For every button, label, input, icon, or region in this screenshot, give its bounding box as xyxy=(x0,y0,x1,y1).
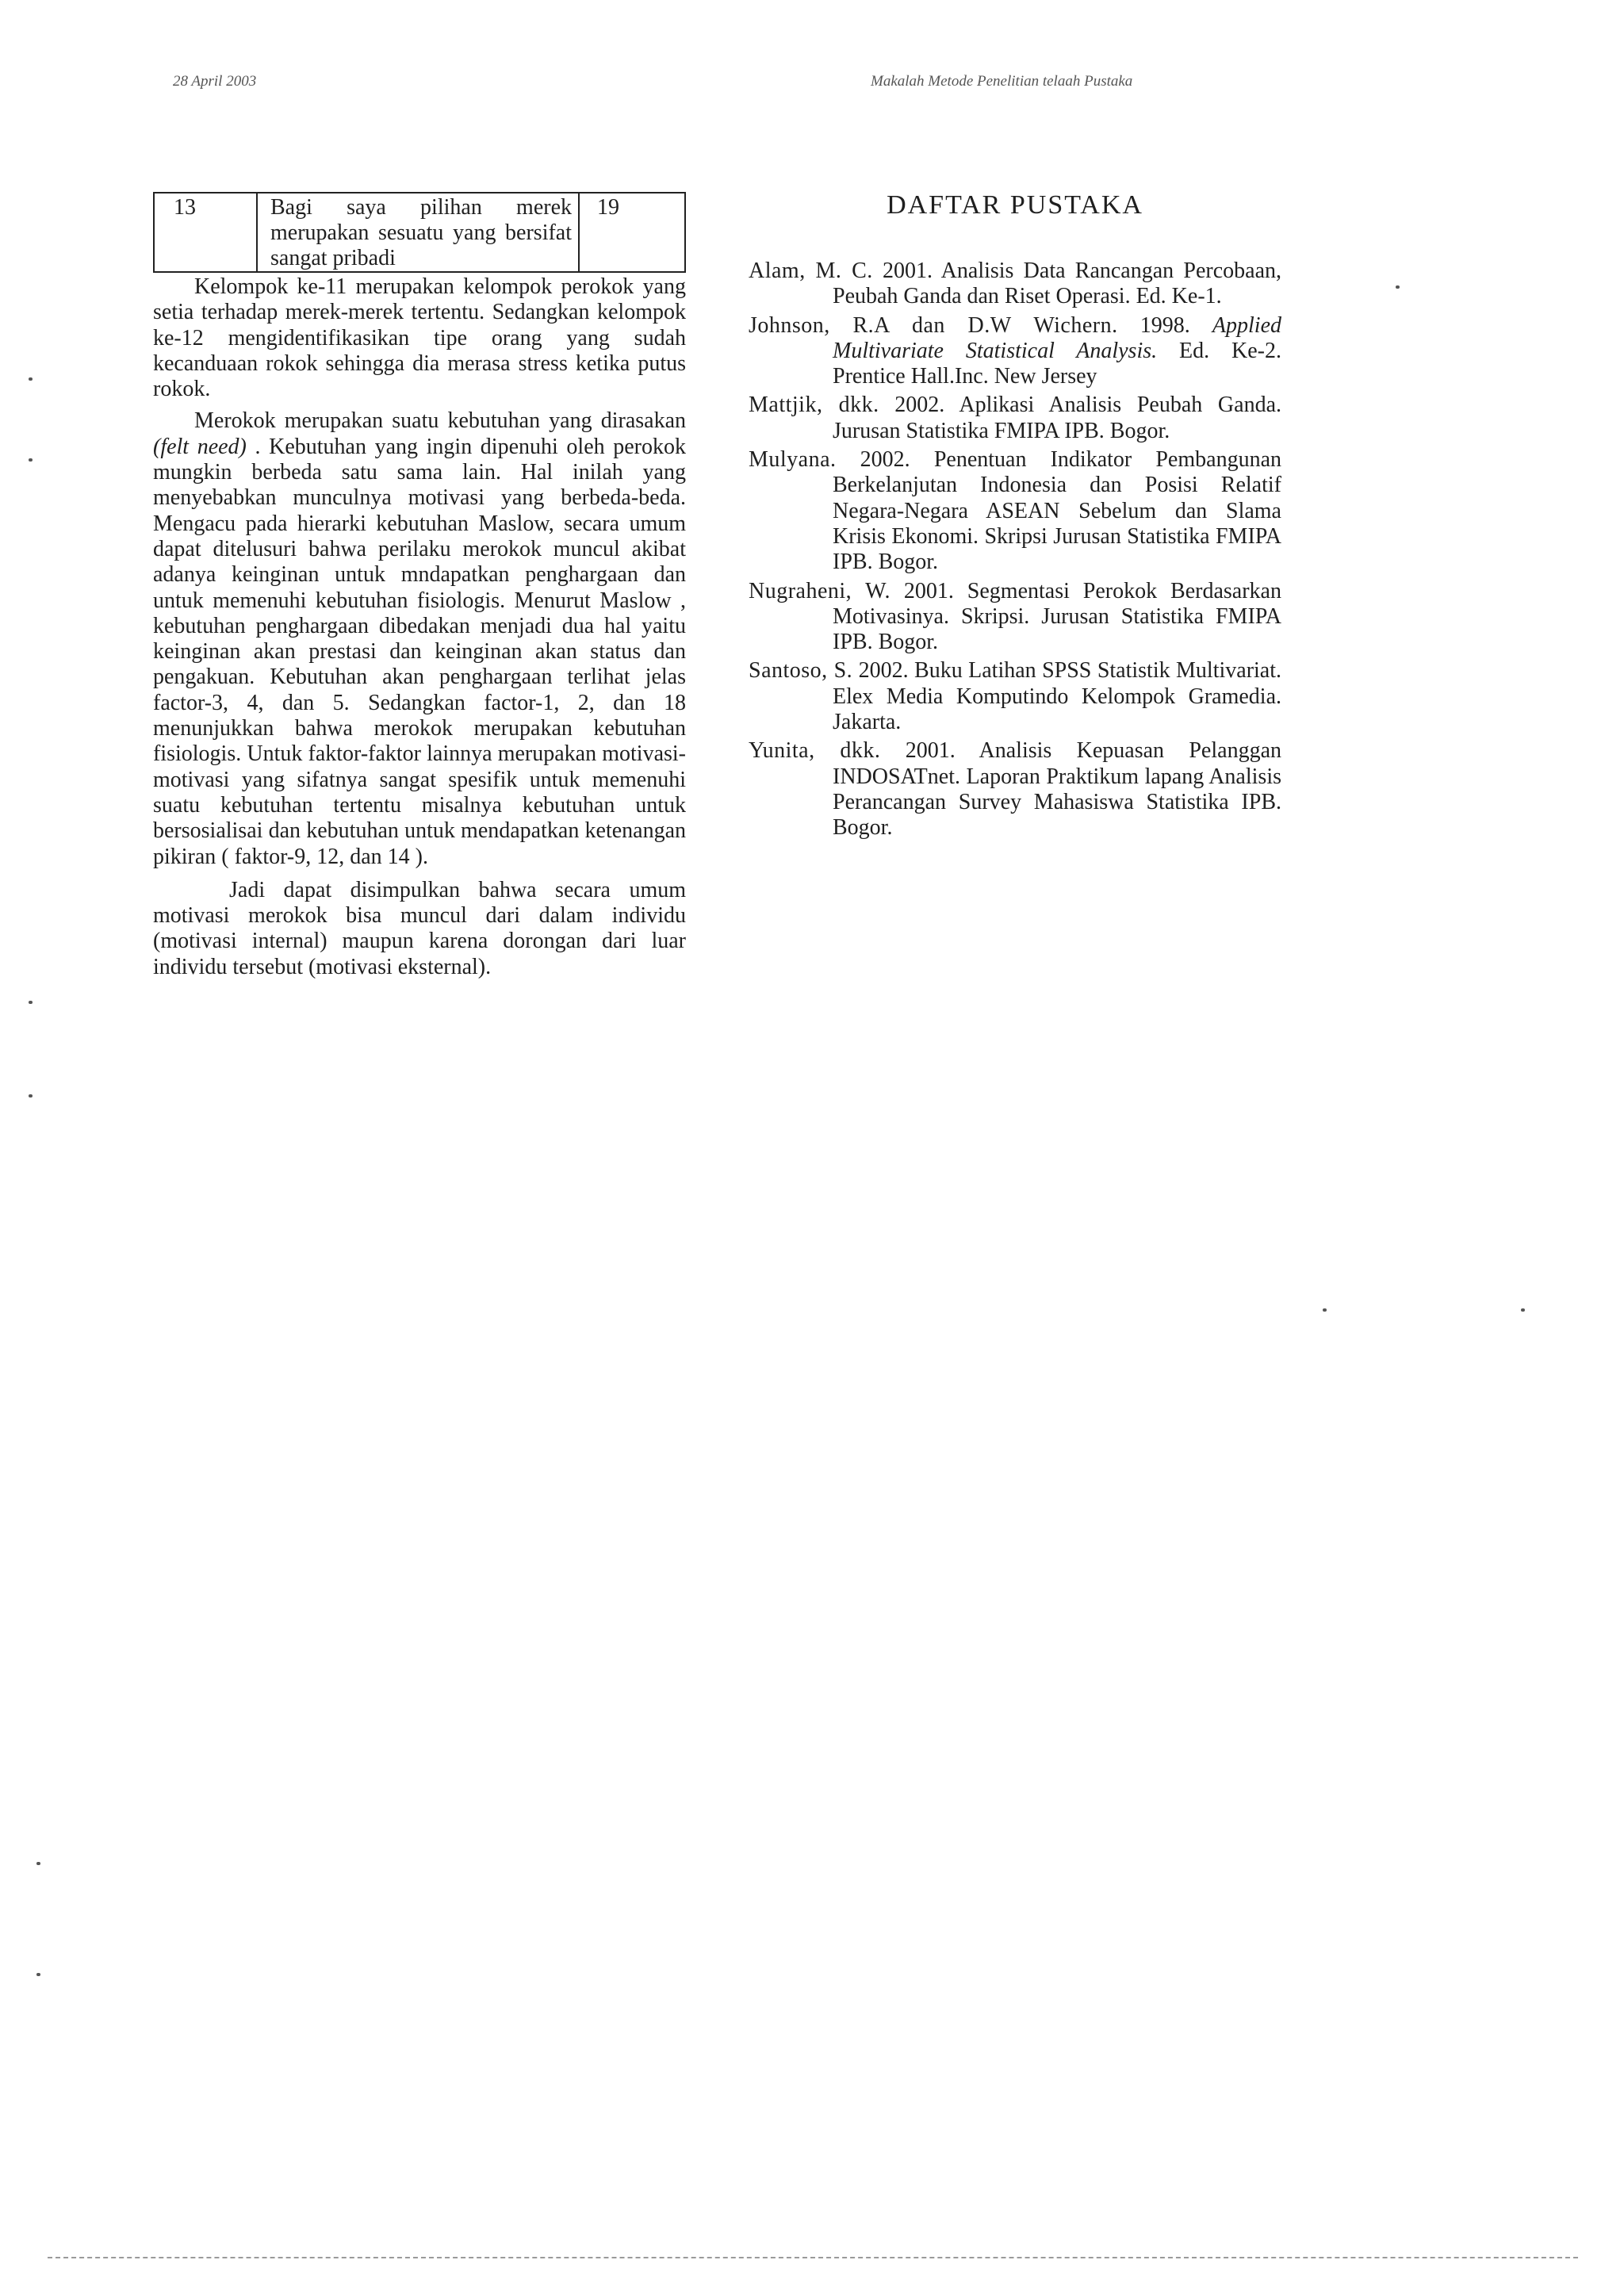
table-row xyxy=(154,193,685,272)
left-column xyxy=(153,192,686,980)
scan-speck xyxy=(29,458,33,462)
paragraph-maslow-rest: . Kebutuhan yang ingin dipenuhi oleh perokok mungkin berbeda satu sama lain. Hal inilah yang menyebabkan munculnya motivasi yang berbeda-beda. Mengacu pada hierarki kebutuhan Maslow, secara umum dapat ditelusuri bahwa perilaku merokok muncul akibat adanya keinginan untuk mndapatkan penghargaan dan untuk memenuhi kebutuhan fisiologis. Menurut Maslow , kebutuhan penghargaan dibedakan menjadi dua hal yaitu keinginan akan prestasi dan keinginan akan status dan pengakuan. Kebutuhan akan penghargaan terlihat jelas factor-3, 4, dan 5. Sedangkan factor-1, 2, dan 18 menunjukkan bahwa merokok merupakan kebutuhan fisiologis. Untuk faktor-faktor lainnya merupakan motivasi-motivasi yang sifatnya sangat spesifik untuk memenuhi suatu kebutuhan tertentu misalnya kebutuhan untuk bersosialisai dan kebutuhan untuk mendapatkan ketenangan pikiran ( faktor-9, 12, dan 14 ). xyxy=(153,434,686,869)
reference-body: 2001. Segmentasi Perokok Berdasarkan Motivasinya. Skripsi. Jurusan Statistika FMIPA IPB. Bogor. xyxy=(833,578,1281,655)
reference-author: Yunita, dkk. xyxy=(749,738,881,764)
reference-author: Mulyana. xyxy=(749,447,837,473)
reference-item xyxy=(749,658,1281,735)
paragraph-maslow xyxy=(153,408,686,869)
reference-item xyxy=(749,738,1281,841)
paragraph-group-11-12: Kelompok ke-11 merupakan kelompok perokok yang setia terhadap merek-merek tertentu. Sedangkan kelompok ke-12 mengidentifikasikan tipe orang yang sudah kecanduaan rokok sehingga dia merasa stress ketika putus rokok. xyxy=(153,274,686,402)
reference-author: Nugraheni, W. xyxy=(749,578,891,603)
scan-speck xyxy=(1396,285,1400,289)
paragraph-conclusion: Jadi dapat disimpulkan bahwa secara umum motivasi merokok bisa muncul dari dalam individu (motivasi internal) maupun karena dorongan dari luar individu tersebut (motivasi eksternal). xyxy=(153,877,686,979)
scan-speck xyxy=(29,1094,33,1097)
table-cell-value: 19 xyxy=(579,193,685,272)
reference-author: Mattjik, dkk. xyxy=(749,393,879,418)
reference-item xyxy=(749,447,1281,575)
reference-body: 2002. Aplikasi Analisis Peubah Ganda. Jurusan Statistika FMIPA IPB. Bogor. xyxy=(833,393,1281,443)
reference-author: Johnson, R.A dan D.W Wichern. xyxy=(749,312,1118,338)
bottom-border-line xyxy=(48,2257,1578,2258)
scan-speck xyxy=(1521,1308,1525,1312)
scan-speck xyxy=(36,1862,40,1865)
header-date: 28 April 2003 xyxy=(173,73,257,90)
scan-speck xyxy=(1323,1308,1327,1312)
reference-body-tail: Ed. Ke-2. Prentice Hall.Inc. New Jersey xyxy=(833,338,1281,389)
bibliography-heading: DAFTAR PUSTAKA xyxy=(887,190,1143,220)
scan-speck xyxy=(36,1973,40,1976)
reference-item xyxy=(749,259,1281,310)
reference-body: 2001. Analisis Kepuasan Pelanggan INDOSATnet. Laporan Praktikum lapang Analisis Perancangan Survey Mahasiswa Statistika IPB. Bogor. xyxy=(833,738,1281,841)
reference-item xyxy=(749,579,1281,656)
header-title: Makalah Metode Penelitian telaah Pustaka xyxy=(871,73,1133,90)
table-cell-statement: Bagi saya pilihan merek merupakan sesuatu yang bersifat sangat pribadi xyxy=(257,193,579,272)
reference-body: 2002. Buku Latihan SPSS Statistik Multivariat. Elex Media Komputindo Kelompok Gramedia. Jakarta. xyxy=(833,658,1282,735)
reference-author: Santoso, S. xyxy=(749,658,853,684)
reference-item xyxy=(749,393,1281,444)
factor-table xyxy=(153,192,686,273)
paragraph-maslow-start: Merokok merupakan suatu kebutuhan yang dirasakan xyxy=(194,408,686,434)
felt-need-term: (felt need) xyxy=(153,434,247,459)
reference-author: Alam, M. C. xyxy=(749,259,873,283)
right-column xyxy=(749,190,1281,845)
scan-speck xyxy=(29,1001,33,1004)
reference-body: 2002. Penentuan Indikator Pembangunan Berkelanjutan Indonesia dan Posisi Relatif Negara-Negara ASEAN Sebelum dan Slama Krisis Ekonomi. Skripsi Jurusan Statistika FMIPA IPB. Bogor. xyxy=(833,447,1281,575)
reference-body: 1998. xyxy=(1117,312,1212,338)
table-cell-number: 13 xyxy=(154,193,257,272)
reference-book-title: Applied Multivariate Statistical Analysis. xyxy=(833,312,1281,363)
reference-body: 2001. Analisis Data Rancangan Percobaan, Peubah Ganda dan Riset Operasi. Ed. Ke-1. xyxy=(833,259,1281,309)
scan-speck xyxy=(29,377,33,381)
reference-item xyxy=(749,313,1281,390)
